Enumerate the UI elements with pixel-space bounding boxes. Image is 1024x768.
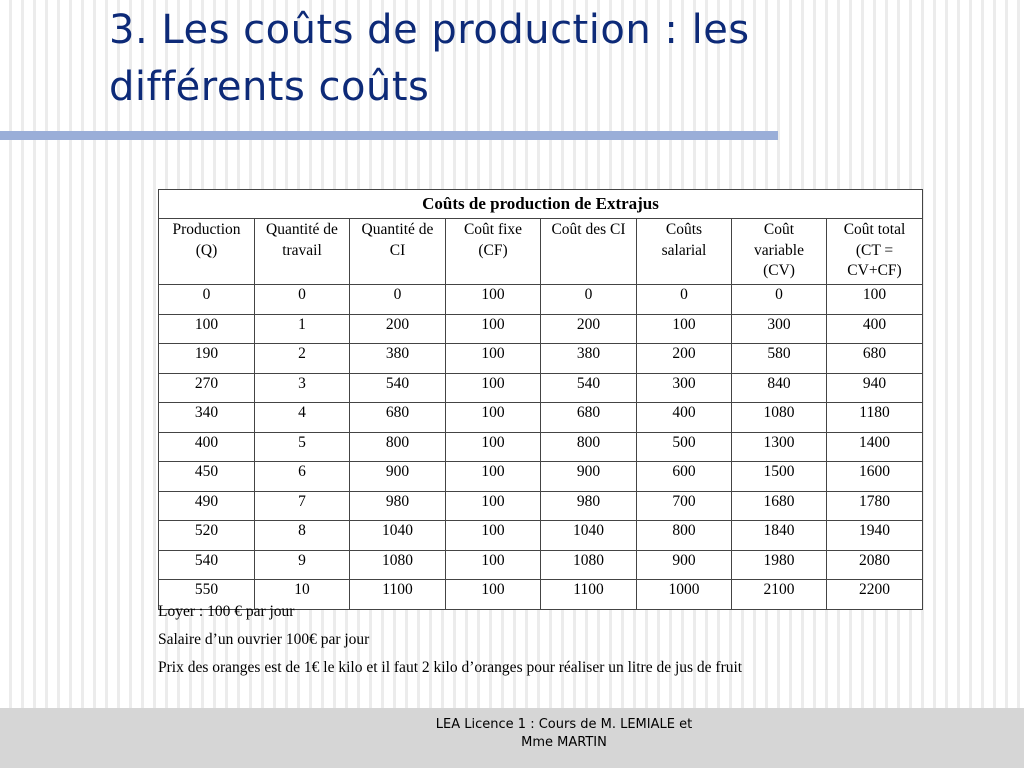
table-cell: 1100 [350, 580, 446, 610]
table-cell: 1780 [827, 491, 923, 521]
table-cell: 100 [446, 344, 541, 374]
table-cell: 9 [255, 550, 350, 580]
column-header-text: Coût total [843, 221, 906, 238]
column-header-text: Quantité de [266, 221, 338, 238]
table-header-row [159, 219, 923, 285]
table-cell: 5 [255, 432, 350, 462]
table-cell: 800 [541, 432, 637, 462]
table-row [159, 550, 923, 580]
table-cell: 100 [446, 285, 541, 315]
table-cell: 100 [159, 314, 255, 344]
table-cell: 4 [255, 403, 350, 433]
note-line: Prix des oranges est de 1€ le kilo et il faut 2 kilo d’oranges pour réaliser un litre de jus de fruit [158, 659, 743, 676]
table-cell: 2200 [827, 580, 923, 610]
column-header [350, 219, 446, 285]
table-cell: 540 [159, 550, 255, 580]
table-cell: 900 [350, 462, 446, 492]
table-cell: 1680 [732, 491, 827, 521]
table-cell: 1300 [732, 432, 827, 462]
table-cell: 6 [255, 462, 350, 492]
table-cell: 2080 [827, 550, 923, 580]
production-costs-table [158, 189, 923, 610]
column-header [637, 219, 732, 285]
table-cell: 980 [541, 491, 637, 521]
column-header-text: (CV) [763, 262, 795, 279]
table-row [159, 462, 923, 492]
table-cell: 270 [159, 373, 255, 403]
table-cell: 340 [159, 403, 255, 433]
column-header-text: Coût fixe [463, 221, 523, 238]
table-cell: 10 [255, 580, 350, 610]
table-cell: 380 [350, 344, 446, 374]
table-cell: 100 [446, 580, 541, 610]
table-row [159, 344, 923, 374]
column-header-text: Coût [763, 221, 795, 238]
table-cell: 1840 [732, 521, 827, 551]
table-cell: 200 [541, 314, 637, 344]
table-body [159, 285, 923, 610]
table-cell: 680 [827, 344, 923, 374]
column-header-text: Coût des CI [551, 221, 626, 238]
table-cell: 100 [446, 432, 541, 462]
column-header [255, 219, 350, 285]
table-cell: 3 [255, 373, 350, 403]
table-row [159, 491, 923, 521]
column-header [827, 219, 923, 285]
table-cell: 1500 [732, 462, 827, 492]
column-header-text: Coûts [665, 221, 703, 238]
table-row [159, 403, 923, 433]
column-header-text: (CT = [855, 241, 894, 259]
table-cell: 200 [350, 314, 446, 344]
table-cell: 200 [637, 344, 732, 374]
column-header [446, 219, 541, 285]
table-cell: 100 [446, 373, 541, 403]
column-header [732, 219, 827, 285]
table-cell: 520 [159, 521, 255, 551]
table-cell: 1940 [827, 521, 923, 551]
table-cell: 100 [827, 285, 923, 315]
footer-text [414, 716, 714, 752]
table-row [159, 285, 923, 315]
table-cell: 900 [541, 462, 637, 492]
table-cell: 1080 [541, 550, 637, 580]
column-header-text: salarial [661, 241, 707, 259]
table-cell: 840 [732, 373, 827, 403]
table-cell: 800 [350, 432, 446, 462]
column-header-text: (CF) [478, 241, 508, 259]
table-cell: 0 [637, 285, 732, 315]
table-cell: 1 [255, 314, 350, 344]
table-cell: 1000 [637, 580, 732, 610]
table-row [159, 432, 923, 462]
table-cell: 100 [637, 314, 732, 344]
table-cell: 0 [541, 285, 637, 315]
table-notes [158, 598, 742, 682]
table-cell: 1040 [541, 521, 637, 551]
table-cell: 1400 [827, 432, 923, 462]
table-cell: 0 [255, 285, 350, 315]
table-cell: 540 [350, 373, 446, 403]
slide-title-line1: 3. Les coûts de production : les [109, 7, 750, 53]
column-header-text: Quantité de [361, 221, 434, 238]
column-header-text: CI [389, 241, 406, 259]
table-cell: 1080 [350, 550, 446, 580]
column-header-text: Production [172, 221, 241, 238]
table-cell: 400 [159, 432, 255, 462]
table-cell: 550 [159, 580, 255, 610]
table-cell: 1040 [350, 521, 446, 551]
column-header-text: CV+CF) [847, 262, 902, 279]
column-header [541, 219, 637, 285]
table-cell: 300 [637, 373, 732, 403]
table-cell: 100 [446, 314, 541, 344]
note-line: Loyer : 100 € par jour [158, 603, 295, 620]
table-cell: 1080 [732, 403, 827, 433]
column-header-text: variable [754, 241, 804, 259]
table-cell: 540 [541, 373, 637, 403]
table-cell: 100 [446, 550, 541, 580]
table-cell: 1980 [732, 550, 827, 580]
table-cell: 800 [637, 521, 732, 551]
table-cell: 100 [446, 403, 541, 433]
table-cell: 2 [255, 344, 350, 374]
footer-line2: Mme MARTIN [521, 735, 607, 750]
title-underline-bar [0, 131, 778, 140]
table-cell: 7 [255, 491, 350, 521]
table-row [159, 314, 923, 344]
table-cell: 0 [732, 285, 827, 315]
table-cell: 300 [732, 314, 827, 344]
table-cell: 980 [350, 491, 446, 521]
footer-line1: LEA Licence 1 : Cours de M. LEMIALE et [435, 717, 693, 732]
table-cell: 450 [159, 462, 255, 492]
table-cell: 490 [159, 491, 255, 521]
table-cell: 1180 [827, 403, 923, 433]
table-cell: 1100 [541, 580, 637, 610]
table-cell: 380 [541, 344, 637, 374]
slide-title-line2: différents coûts [109, 64, 430, 110]
table-cell: 2100 [732, 580, 827, 610]
note-line: Salaire d’un ouvrier 100€ par jour [158, 631, 370, 648]
table-cell: 190 [159, 344, 255, 374]
table-cell: 580 [732, 344, 827, 374]
table-cell: 400 [637, 403, 732, 433]
table-cell: 1600 [827, 462, 923, 492]
table-cell: 600 [637, 462, 732, 492]
column-header-text: (Q) [195, 241, 218, 259]
slide-title [109, 2, 989, 116]
table-row [159, 373, 923, 403]
table-row [159, 521, 923, 551]
table-cell: 0 [159, 285, 255, 315]
table-cell: 680 [350, 403, 446, 433]
table-cell: 100 [446, 491, 541, 521]
column-header [159, 219, 255, 285]
table-cell: 0 [350, 285, 446, 315]
table-cell: 100 [446, 521, 541, 551]
table-cell: 940 [827, 373, 923, 403]
table-cell: 900 [637, 550, 732, 580]
table-cell: 8 [255, 521, 350, 551]
table-caption: Coûts de production de Extrajus [159, 190, 923, 219]
table-cell: 100 [446, 462, 541, 492]
table-cell: 500 [637, 432, 732, 462]
table-cell: 680 [541, 403, 637, 433]
column-header-text: travail [282, 241, 322, 259]
table-cell: 400 [827, 314, 923, 344]
table-cell: 700 [637, 491, 732, 521]
